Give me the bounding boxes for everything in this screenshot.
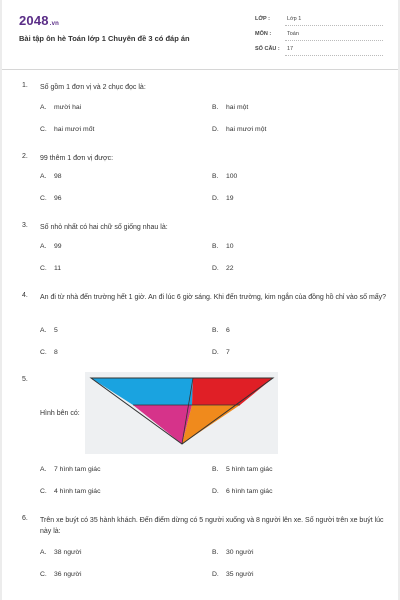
option-text: 8 (54, 349, 58, 356)
question-number: 2. (22, 153, 28, 160)
option-text: hai mươi một (226, 126, 267, 133)
question-text: Số nhỏ nhất có hai chữ số giống nhau là: (40, 224, 168, 231)
option-text: 96 (54, 195, 62, 202)
option-c[interactable] (40, 488, 100, 495)
question-number: 1. (22, 82, 28, 89)
meta-key: SỐ CÂU : (255, 46, 280, 52)
question-number: 3. (22, 222, 28, 229)
option-a[interactable] (40, 327, 58, 334)
option-d[interactable] (212, 349, 230, 356)
option-text: hai một (226, 104, 249, 111)
option-letter: D. (212, 349, 219, 356)
option-d[interactable] (212, 488, 272, 495)
question-text: Số gồm 1 đơn vị và 2 chục đọc là: (40, 84, 146, 91)
option-letter: A. (40, 466, 47, 473)
option-text: 7 hình tam giác (54, 466, 101, 473)
option-text: 99 (54, 243, 62, 250)
option-letter: B. (212, 173, 219, 180)
option-text: 100 (226, 173, 238, 180)
option-a[interactable] (40, 466, 100, 473)
option-b[interactable] (212, 104, 248, 111)
option-d[interactable] (212, 126, 266, 133)
option-c[interactable] (40, 126, 94, 133)
option-letter: C. (40, 349, 47, 356)
option-letter: D. (212, 126, 219, 133)
option-text: 7 (226, 349, 230, 356)
option-letter: D. (212, 195, 219, 202)
meta-underline (285, 25, 383, 26)
option-text: 6 hình tam giác (226, 488, 273, 495)
option-b[interactable] (212, 466, 272, 473)
option-a[interactable] (40, 173, 62, 180)
option-text: 38 người (54, 549, 82, 556)
option-letter: B. (212, 327, 219, 334)
option-c[interactable] (40, 265, 61, 272)
option-text: 98 (54, 173, 62, 180)
option-letter: A. (40, 549, 47, 556)
option-b[interactable] (212, 243, 234, 250)
option-text: 5 hình tam giác (226, 466, 273, 473)
option-letter: D. (212, 265, 219, 272)
option-letter: C. (40, 265, 47, 272)
meta-count (255, 44, 383, 56)
option-b[interactable] (212, 327, 230, 334)
option-c[interactable] (40, 349, 58, 356)
option-letter: A. (40, 243, 47, 250)
question-text: An đi từ nhà đến trường hết 1 giờ. An đi lúc 6 giờ sáng. Khi đến trường, kim ngắn của đồng hồ chỉ vào số mấy? (40, 294, 387, 301)
meta-key: MÔN : (255, 31, 272, 37)
option-text: mười hai (54, 104, 82, 111)
option-text: 19 (226, 195, 234, 202)
option-letter: B. (212, 243, 219, 250)
meta-underline (285, 40, 383, 41)
option-letter: B. (212, 466, 219, 473)
question-text: 99 thêm 1 đơn vị được: (40, 155, 114, 162)
option-letter: C. (40, 195, 47, 202)
meta-subject (255, 29, 383, 41)
site-logo[interactable] (19, 13, 59, 28)
option-d[interactable] (212, 195, 234, 202)
option-text: 4 hình tam giác (54, 488, 101, 495)
meta-underline (285, 55, 383, 56)
option-b[interactable] (212, 549, 254, 556)
question-text: Trên xe buýt có 35 hành khách. Đến điểm dừng có 5 người xuống và 8 người lên xe. Số người trên xe buýt lúc này là: (40, 517, 384, 535)
option-text: 22 (226, 265, 234, 272)
option-text: 36 người (54, 571, 82, 578)
option-a[interactable] (40, 243, 62, 250)
option-letter: A. (40, 327, 47, 334)
meta-value: Toán (287, 31, 299, 37)
option-text: 30 người (226, 549, 254, 556)
triangle-figure (85, 372, 278, 454)
document-header (2, 0, 398, 70)
document-title: Bài tập ôn hè Toán lớp 1 Chuyên đề 3 có đáp án (19, 34, 190, 43)
question-text: Hình bên có: (40, 410, 80, 417)
meta-value: 17 (287, 46, 294, 52)
option-d[interactable] (212, 571, 254, 578)
question-number: 5. (22, 376, 28, 383)
option-letter: B. (212, 104, 219, 111)
option-letter: D. (212, 571, 219, 578)
question-number: 4. (22, 292, 28, 299)
option-text: 11 (54, 265, 62, 272)
option-letter: A. (40, 104, 47, 111)
logo-domain: .vn (49, 21, 60, 27)
option-text: 10 (226, 243, 234, 250)
option-letter: D. (212, 488, 219, 495)
meta-key: LỚP : (255, 16, 270, 22)
option-letter: C. (40, 126, 47, 133)
option-text: 6 (226, 327, 230, 334)
meta-value: Lớp 1 (287, 16, 302, 22)
option-text: 5 (54, 327, 58, 334)
option-letter: C. (40, 571, 47, 578)
option-c[interactable] (40, 195, 62, 202)
logo-text: 2048 (19, 13, 49, 28)
option-d[interactable] (212, 265, 234, 272)
option-b[interactable] (212, 173, 237, 180)
option-letter: A. (40, 173, 47, 180)
option-c[interactable] (40, 571, 82, 578)
option-a[interactable] (40, 104, 81, 111)
document-page (2, 0, 398, 600)
option-letter: B. (212, 549, 219, 556)
question-number: 6. (22, 515, 28, 522)
option-text: hai mươi mốt (54, 126, 95, 133)
option-letter: C. (40, 488, 47, 495)
meta-class (255, 14, 383, 26)
option-a[interactable] (40, 549, 82, 556)
option-text: 35 người (226, 571, 254, 578)
